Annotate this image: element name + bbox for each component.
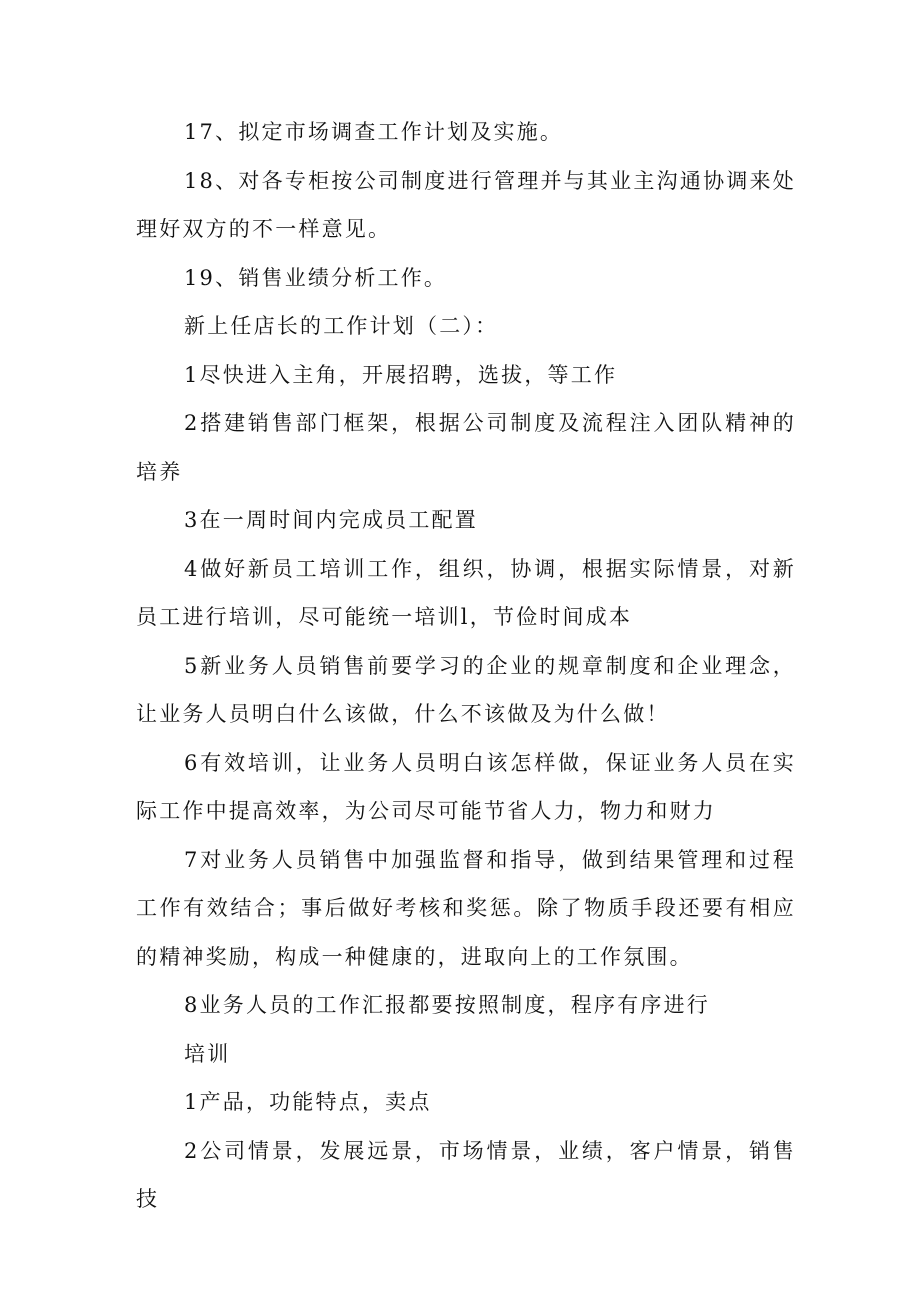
document-body — [136, 108, 796, 1224]
plan-item-3: 3在一周时间内完成员工配置 — [184, 508, 478, 532]
plan-item-7: 7对业务人员销售中加强监督和指导，做到结果管理和过程工作有效结合；事后做好考核和奖惩。除了物质手段还要有相应的精神奖励，构成一种健康的，进取向上的工作氛围。 — [136, 847, 796, 969]
plan-item-5: 5新业务人员销售前要学习的企业的规章制度和企业理念，让业务人员明白什么该做，什么不该做及为什么做！ — [136, 653, 796, 726]
plan-item-2: 2搭建销售部门框架，根据公司制度及流程注入团队精神的培养 — [136, 411, 796, 484]
plan-item-4: 4做好新员工培训工作，组织，协调，根据实际情景，对新员工进行培训，尽可能统一培训l，节俭时间成本 — [136, 556, 796, 629]
paragraph-18: 18、对各专柜按公司制度进行管理并与其业主沟通协调来处理好双方的不一样意见。 — [136, 168, 796, 241]
section-heading: 新上任店长的工作计划（二）： — [184, 314, 499, 338]
plan-item-1: 1尽快进入主角，开展招聘，选拔，等工作 — [184, 362, 618, 387]
training-item-2: 2公司情景，发展远景，市场情景，业绩，客户情景，销售技 — [136, 1138, 796, 1211]
training-heading: 培训 — [184, 1041, 231, 1066]
plan-item-6: 6有效培训，让业务人员明白该怎样做，保证业务人员在实际工作中提高效率，为公司尽可能节省人力，物力和财力 — [136, 750, 796, 823]
paragraph-17: 17、拟定市场调查工作计划及实施。 — [184, 120, 564, 144]
paragraph-19: 19、销售业绩分析工作。 — [184, 265, 448, 290]
plan-item-8: 8业务人员的工作汇报都要按照制度，程序有序进行 — [184, 993, 710, 1017]
training-item-1: 1产品，功能特点，卖点 — [184, 1090, 432, 1114]
